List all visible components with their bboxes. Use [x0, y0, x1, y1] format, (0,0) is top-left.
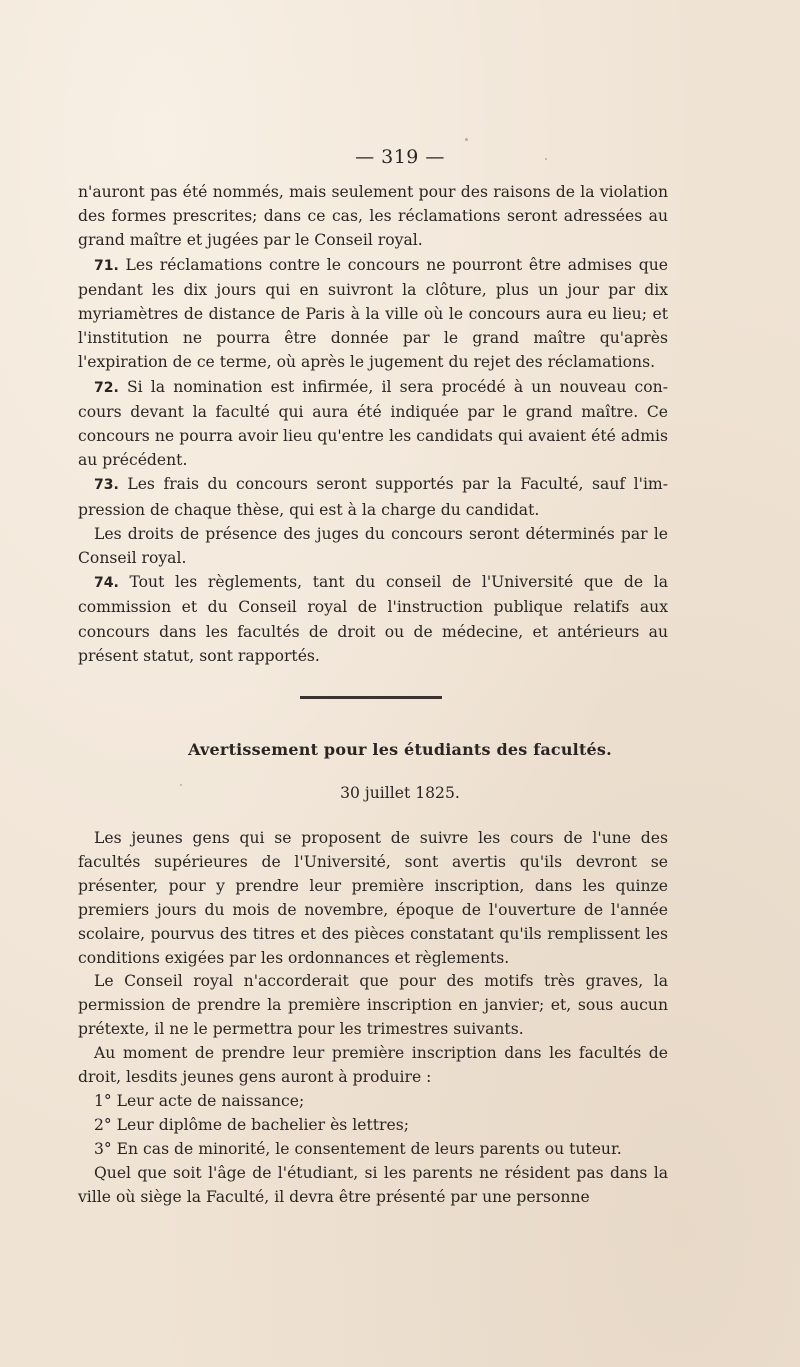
- notice-body: [78, 827, 668, 1210]
- article-number: 72.: [94, 379, 119, 396]
- article-text: Les frais du concours seront supportés par la Faculté, sauf l'impression de chaque thèse, qui est à la charge du candidat.: [78, 475, 668, 519]
- article-73: [78, 472, 668, 521]
- article-74: [78, 570, 668, 668]
- paper-speck: [545, 158, 547, 160]
- article-73-continuation: [78, 522, 668, 570]
- article-text: Les réclamations contre le concours ne pourront être admises que pendant les dix jours qui en suivront la clôture, plus un jour par dix myriamètres de distance de Paris à la ville où le concours aura eu lieu; et l'institution ne pourra être donnée par le grand maître qu'après l'expiration de ce terme, où après le jugement du rejet des réclamations.: [78, 255, 668, 372]
- notice-list-item: 1° Leur acte de naissance;: [94, 1091, 305, 1110]
- paper-speck: [180, 784, 182, 786]
- article-number: 71.: [94, 257, 119, 274]
- section-title: Avertissement pour les étudiants des facultés.: [188, 740, 612, 759]
- article-text: Les droits de présence des juges du concours seront déterminés par le Conseil royal.: [78, 524, 668, 568]
- statute-articles: [78, 180, 668, 668]
- article-72: [78, 375, 668, 473]
- notice-paragraph: Le Conseil royal n'accorderait que pour des motifs très graves, la permission de prendre la première inscription en janvier; et, sous aucun prétexte, il ne le permettra pour les trimestres suivants.: [78, 972, 668, 1039]
- page-number: — 319 —: [355, 146, 445, 168]
- article-number: 73.: [94, 477, 119, 494]
- continued-paragraph: n'auront pas été nommés, mais seulement pour des raisons de la violation des formes prescrites; dans ce cas, les réclamations seront adressées au grand maître et jugées par le Conseil royal.: [78, 183, 668, 250]
- notice-paragraph: Quel que soit l'âge de l'étudiant, si les parents ne résident pas dans la ville où siège la Faculté, il devra être présenté par une personne: [78, 1163, 668, 1206]
- notice-paragraph: Au moment de prendre leur première inscription dans les facultés de droit, lesdits jeunes gens auront à produire :: [78, 1044, 668, 1087]
- notice-list-item: 2° Leur diplôme de bachelier ès lettres;: [94, 1115, 409, 1134]
- notice-paragraph: Les jeunes gens qui se proposent de suivre les cours de l'une des facultés supérieures de l'Université, sont avertis qu'ils devront se présenter, pour y prendre leur première inscription, dans les quinze premiers jours du mois de novembre, époque de l'ouverture de l'année scolaire, pourvus des titres et des pièces constatant qu'ils remplissent les conditions exigées par les ordonnances et règlements.: [78, 829, 668, 967]
- section-divider: [300, 696, 442, 699]
- paper-speck: [465, 138, 468, 141]
- article-text: Si la nomination est infirmée, il sera procédé à un nouveau concours devant la faculté qui aura été indiquée par le grand maître. Ce concours ne pourra avoir lieu qu'entre les candidats qui avaient été admis au précédent.: [78, 377, 668, 470]
- notice-list-item: 3° En cas de minorité, le consentement de leurs parents ou tuteur.: [94, 1139, 622, 1158]
- article-number: 74.: [94, 575, 119, 592]
- section-date: 30 juillet 1825.: [340, 784, 460, 802]
- article-71: [78, 253, 668, 375]
- article-text: Tout les règlements, tant du conseil de l'Université que de la commission et du Conseil royal de l'instruction publique relatifs aux concours dans les facultés de droit ou de médecine, et antérieurs au présent statut, sont rapportés.: [78, 573, 668, 665]
